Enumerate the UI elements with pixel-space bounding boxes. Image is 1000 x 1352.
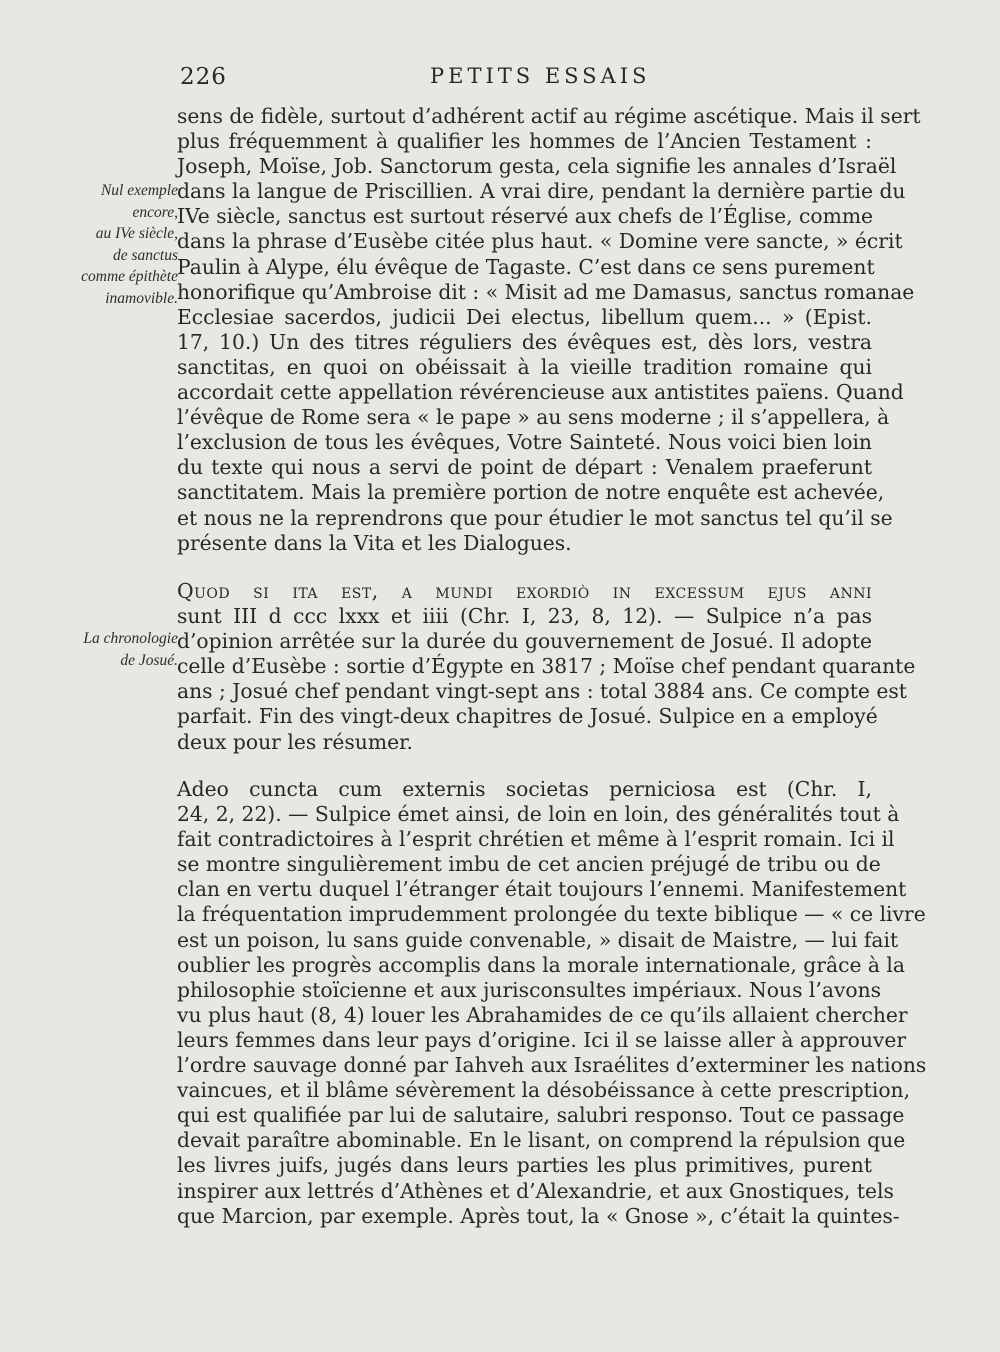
margin-note-line: La chronologie [83,630,178,647]
text-line: les livres juifs, jugés dans leurs parties les plus primitives, purent [177,1153,872,1178]
margin-note-line: de Josué. [120,651,178,669]
paragraph-sanctus [177,104,921,556]
text-line: et nous ne la reprendrons que pour étudier le mot sanctus tel qu’il se [177,505,893,530]
text-line: dans la langue de Priscillien. A vrai dire, pendant la dernière partie du [177,179,906,204]
text-line: inspirer aux lettrés d’Athènes et d’Alexandrie, et aux Gnostiques, tels [177,1178,894,1203]
text-line: vaincues, et il blâme sévèrement la désobéissance à cette prescription, [177,1078,911,1103]
text-line: devait paraître abominable. En le lisant, on comprend la répulsion que [177,1128,906,1153]
text-line: accordait cette appellation révérencieuse aux antistites païens. Quand [177,380,904,405]
running-title: PETITS ESSAIS [430,64,651,88]
text-line: se montre singulièrement imbu de cet ancien préjugé de tribu ou de [177,852,881,877]
text-line: 24, 2, 22). — Sulpice émet ainsi, de loin en loin, des généralités tout à [177,802,900,827]
text-line: leurs femmes dans leur pays d’origine. Ici il se laisse aller à approuver [177,1027,907,1052]
text-line: oublier les progrès accomplis dans la morale internationale, grâce à la [177,952,906,977]
text-line: sanctitatem. Mais la première portion de notre enquête est achevée, [177,480,885,505]
margin-note-sanctus [40,180,178,309]
text-line: Quod si ita est, a mundi exordiò in excessum ejus anni [177,579,872,603]
text-line: qui est qualifiée par lui de salutaire, salubri responso. Tout ce passage [177,1103,905,1128]
text-line: sanctitas, en quoi on obéissait à la vieille tradition romaine qui [177,354,872,379]
text-line: Ecclesiae sacerdos, judicii Dei electus, libellum quem... » (Epist. [177,304,872,329]
margin-note-line: comme épithète [81,268,178,285]
text-line: Joseph, Moïse, Job. Sanctorum gesta, cela signifie les annales d’Israël [177,154,897,179]
text-line: du texte qui nous a servi de point de départ : Venalem praeferunt [177,455,872,480]
text-line: d’opinion arrêtée sur la durée du gouvernement de Josué. Il adopte [177,629,872,654]
text-line: est un poison, lu sans guide convenable, » disait de Maistre, — lui fait [177,927,899,952]
text-line: honorifique qu’Ambroise dit : « Misit ad me Damasus, sanctus romanae [177,279,915,304]
page-number: 226 [180,64,227,90]
text-line: Paulin à Alype, élu évêque de Tagaste. C’est dans ce sens purement [177,254,875,279]
text-line: plus fréquemment à qualifier les hommes de l’Ancien Testament : [177,129,872,154]
margin-note-line: de sanctus [112,246,178,264]
text-line: celle d’Eusèbe : sortie d’Égypte en 3817 ; Moïse chef pendant quarante [177,654,916,679]
paragraph-chronologie [177,579,916,755]
text-line: Adeo cuncta cum externis societas perniciosa est (Chr. I, [177,777,872,801]
margin-note-line: au IVe siècle, [95,225,178,242]
text-line: dans la phrase d’Eusèbe citée plus haut. « Domine vere sancte, » écrit [177,229,903,254]
margin-note-line: encore, [132,203,178,221]
text-line: deux pour les résumer. [177,729,413,754]
text-line: IVe siècle, sanctus est surtout réservé aux chefs de l’Église, comme [177,204,874,229]
text-line: présente dans la Vita et les Dialogues. [177,530,572,555]
text-line: clan en vertu duquel l’étranger était toujours l’ennemi. Manifestement [177,877,907,902]
text-line: philosophie stoïcienne et aux jurisconsultes impériaux. Nous l’avons [177,977,882,1002]
margin-note-line: inamovible. [105,289,178,307]
text-line: l’ordre sauvage donné par Iahveh aux Israélites d’exterminer les nations [177,1053,927,1078]
text-line: 17, 10.) Un des titres réguliers des évêques est, dès lors, vestra [177,329,872,354]
text-line: sunt III d ccc lxxx et iiii (Chr. I, 23, 8, 12). — Sulpice n’a pas [177,604,872,629]
text-line: ans ; Josué chef pendant vingt-sept ans : total 3884 ans. Ce compte est [177,679,907,704]
text-line: parfait. Fin des vingt-deux chapitres de Josué. Sulpice en a employé [177,704,878,729]
text-line: sens de fidèle, surtout d’adhérent actif au régime ascétique. Mais il sert [177,104,921,128]
margin-note-chronologie [40,628,178,671]
text-line: l’évêque de Rome sera « le pape » au sens moderne ; il s’appellera, à [177,405,890,430]
margin-note-line: Nul exemple [100,182,178,199]
text-line: vu plus haut (8, 4) louer les Abrahamides de ce qu’ils allaient chercher [177,1002,908,1027]
text-line: la fréquentation imprudemment prolongée du texte biblique — « ce livre [177,902,926,927]
paragraph-societas [177,777,927,1229]
text-line: l’exclusion de tous les évêques, Votre Sainteté. Nous voici bien loin [177,430,872,455]
text-line: fait contradictoires à l’esprit chrétien et même à l’esprit romain. Ici il [177,827,895,852]
text-line: que Marcion, par exemple. Après tout, la « Gnose », c’était la quintes- [177,1203,900,1228]
